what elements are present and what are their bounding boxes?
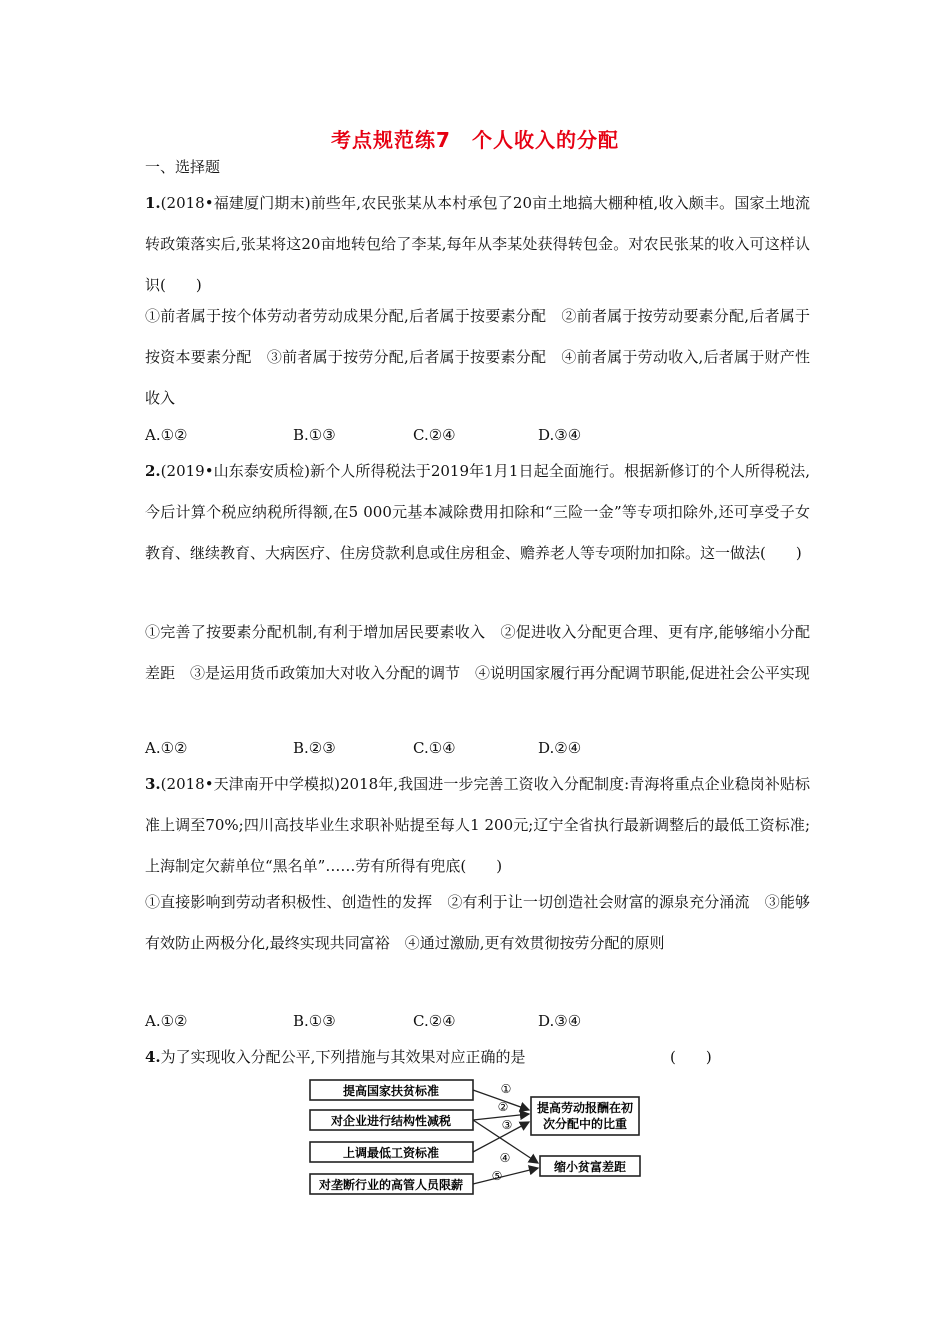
question-2-statements: ①完善了按要素分配机制,有利于增加居民要素收入 ②促进收入分配更合理、更有序,能够缩小分配差距 ③是运用货币政策加大对收入分配的调节 ④说明国家履行再分配调节职能,促进社会公平实现	[145, 623, 810, 682]
choice-d[interactable]: D.②④	[538, 739, 582, 757]
page-title: 考点规范练7 个人收入的分配	[331, 128, 619, 152]
measure-box	[310, 1110, 473, 1130]
arrow-5	[473, 1168, 538, 1184]
choice-c[interactable]: C.②④	[413, 1012, 456, 1030]
choice-a[interactable]: A.①②	[145, 1012, 188, 1030]
question-2-stem	[145, 451, 810, 574]
section-heading: 一、选择题	[145, 158, 221, 176]
question-number: 3.	[145, 775, 161, 793]
measure-label: 对企业进行结构性减税	[330, 1114, 452, 1128]
choice-d[interactable]: D.③④	[538, 1012, 582, 1030]
measure-label: 对垄断行业的高管人员限薪	[318, 1178, 464, 1192]
choice-b[interactable]: B.①③	[293, 426, 336, 444]
choice-c[interactable]: C.①④	[413, 739, 456, 757]
choice-c[interactable]: C.②④	[413, 426, 456, 444]
question-number: 1.	[145, 194, 161, 212]
effect-box	[540, 1156, 640, 1176]
question-text: 为了实现收入分配公平,下列措施与其效果对应正确的是	[160, 1048, 526, 1066]
effect-label: 缩小贫富差距	[553, 1160, 627, 1174]
question-1-statements: ①前者属于按个体劳动者劳动成果分配,后者属于按要素分配 ②前者属于按劳动要素分配,后者属于按资本要素分配 ③前者属于按劳分配,后者属于按要素分配 ④前者属于劳动收入,后者属于财产性收入	[145, 307, 810, 407]
measure-effect-diagram	[300, 1076, 650, 1200]
choice-a[interactable]: A.①②	[145, 739, 188, 757]
choice-d[interactable]: D.③④	[538, 426, 582, 444]
effect-label: 提高劳动报酬在初	[536, 1101, 634, 1115]
question-1-stem	[145, 183, 810, 306]
measure-box	[310, 1080, 473, 1100]
arrow-label: ④	[499, 1151, 511, 1165]
question-text: (2018•天津南开中学模拟)2018年,我国进一步完善工资收入分配制度:青海将重点企业稳岗补贴标准上调至70%;四川高技毕业生求职补贴提至每人1 200元;辽宁全省执行最新调整后的最低工资标准;上海制定欠薪单位“黑名单”……劳有所得有兜底( )	[145, 775, 810, 875]
choice-a[interactable]: A.①②	[145, 426, 188, 444]
measure-box	[310, 1174, 473, 1194]
choice-b[interactable]: B.②③	[293, 739, 336, 757]
question-number: 2.	[145, 462, 161, 480]
arrow-label: ①	[500, 1082, 512, 1096]
measure-label: 上调最低工资标准	[342, 1146, 440, 1160]
question-4-stem	[145, 1046, 712, 1067]
question-number: 4.	[145, 1048, 161, 1066]
question-text: (2019•山东泰安质检)新个人所得税法于2019年1月1日起全面施行。根据新修订的个人所得税法,今后计算个税应纳税所得额,在5 000元基本减除费用扣除和“三险一金”等专项扣除外,还可享受子女教育、继续教育、大病医疗、住房贷款利息或住房租金、赡养老人等专项附加扣除。这一做法( )	[145, 462, 810, 562]
question-text: (2018•福建厦门期末)前些年,农民张某从本村承包了20亩土地搞大棚种植,收入颇丰。国家土地流转政策落实后,张某将这20亩地转包给了李某,每年从李某处获得转包金。对农民张某的收入可这样认识( )	[145, 194, 810, 294]
measure-label: 提高国家扶贫标准	[342, 1084, 440, 1098]
effect-label: 次分配中的比重	[542, 1117, 628, 1131]
question-3-statements: ①直接影响到劳动者积极性、创造性的发挥 ②有利于让一切创造社会财富的源泉充分涌流 ③能够有效防止两极分化,最终实现共同富裕 ④通过激励,更有效贯彻按劳分配的原则	[145, 893, 810, 952]
arrow-label: ②	[497, 1100, 509, 1114]
choice-b[interactable]: B.①③	[293, 1012, 336, 1030]
effect-box	[531, 1097, 639, 1135]
answer-blank[interactable]: ( )	[670, 1048, 712, 1066]
question-3-stem	[145, 764, 810, 887]
arrow-label: ③	[501, 1118, 513, 1132]
measure-box	[310, 1142, 473, 1162]
arrow-label: ⑤	[491, 1169, 503, 1183]
